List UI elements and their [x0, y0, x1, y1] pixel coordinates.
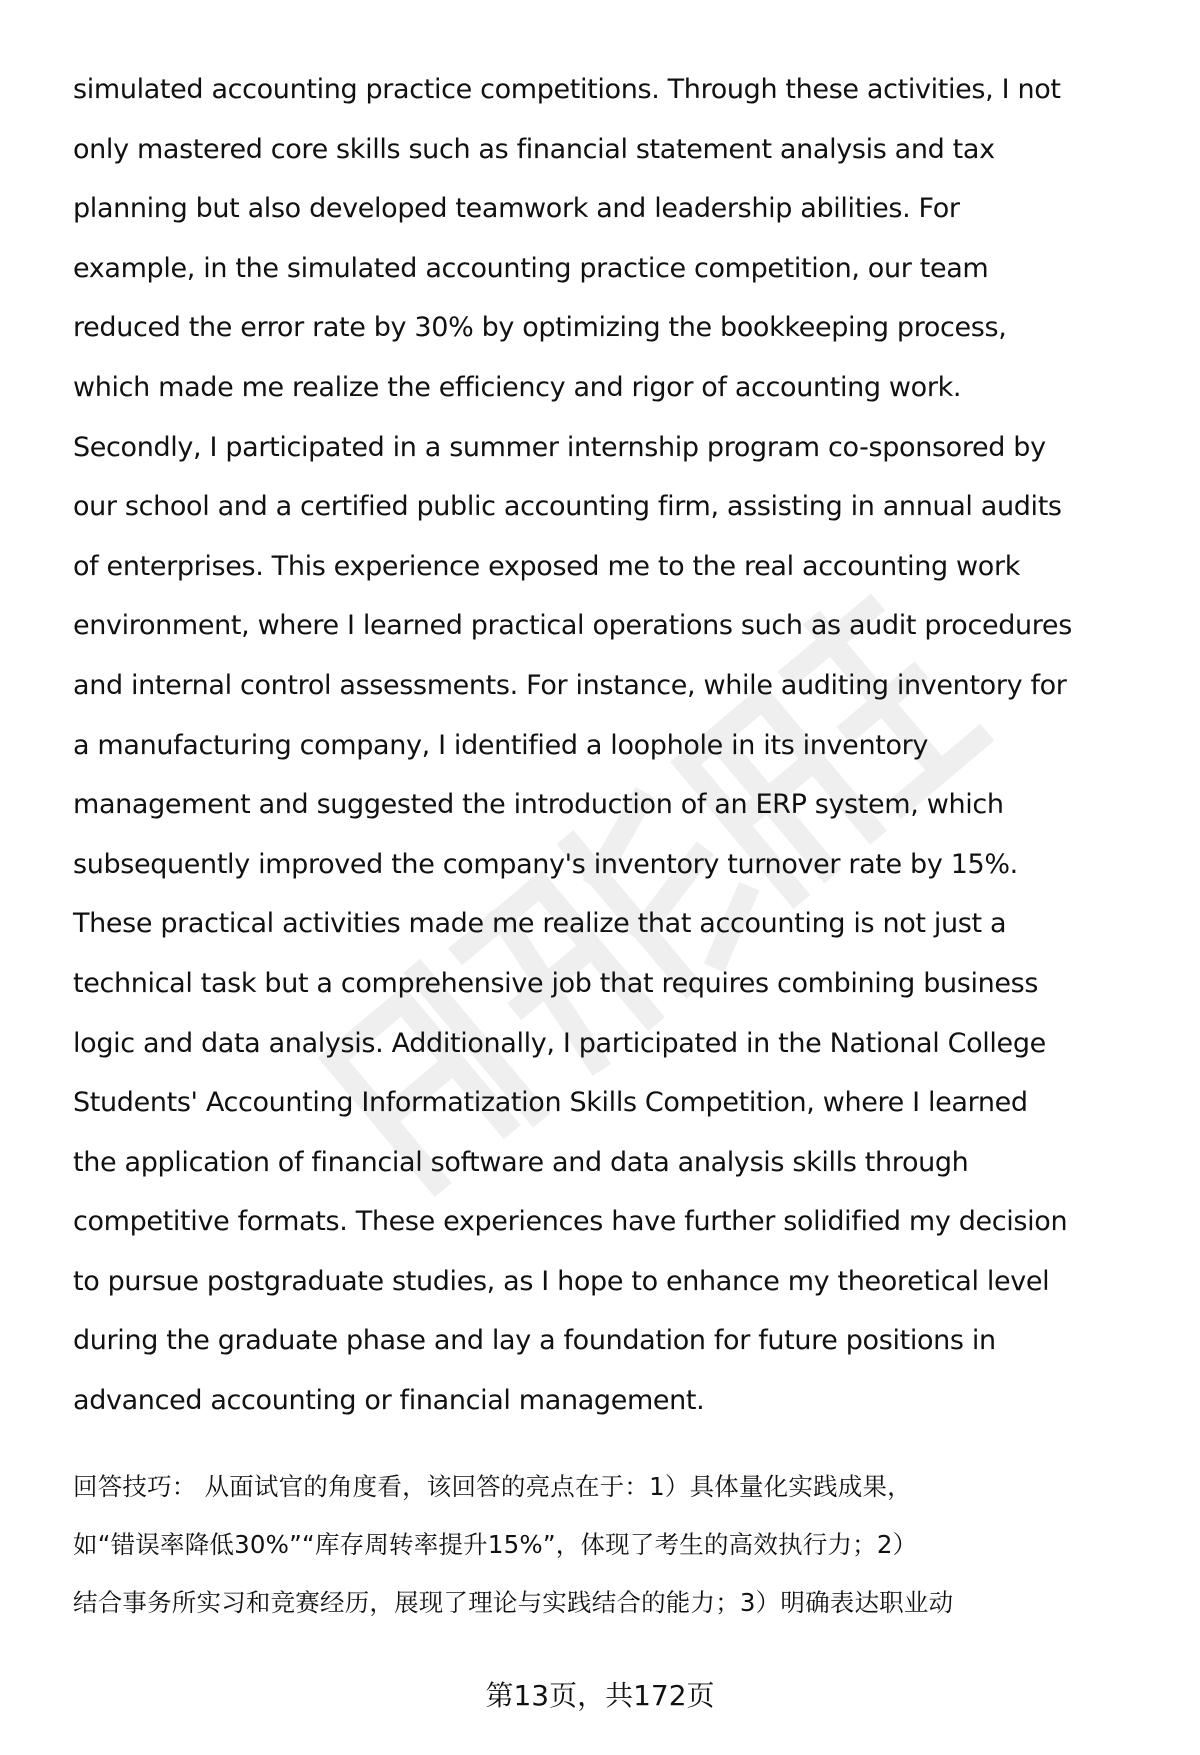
text-line: only mastered core skills such as financial statement analysis and tax	[73, 133, 995, 165]
text-line: which made me realize the efficiency and rigor of accounting work.	[73, 371, 962, 403]
text-line: logic and data analysis. Additionally, I participated in the National College	[73, 1027, 1046, 1059]
text-line: of enterprises. This experience exposed me to the real accounting work	[73, 550, 1020, 582]
text-line: and internal control assessments. For instance, while auditing inventory for	[73, 669, 1067, 701]
answer-tip-paragraph	[73, 1458, 1163, 1632]
text-line: management and suggested the introduction of an ERP system, which	[73, 789, 1004, 821]
text-line: Secondly, I participated in a summer internship program co-sponsored by	[73, 431, 1046, 463]
text-line: the application of financial software and data analysis skills through	[73, 1146, 969, 1178]
answer-tip-line: 如“错误率降低30%”“库存周转率提升15%”，体现了考生的高效执行力；2）	[73, 1530, 918, 1559]
text-line: example, in the simulated accounting practice competition, our team	[73, 252, 989, 284]
text-line: planning but also developed teamwork and leadership abilities. For	[73, 193, 960, 225]
text-line: Students' Accounting Informatization Skills Competition, where I learned	[73, 1087, 1028, 1119]
text-line: to pursue postgraduate studies, as I hope to enhance my theoretical level	[73, 1265, 1050, 1297]
text-line: These practical activities made me realize that accounting is not just a	[73, 908, 1007, 940]
answer-tip-line: 结合事务所实习和竞赛经历，展现了理论与实践结合的能力；3）明确表达职业动	[73, 1588, 954, 1617]
text-line: competitive formats. These experiences have further solidified my decision	[73, 1206, 1068, 1238]
page-indicator: 第13页，共172页	[485, 1679, 715, 1712]
text-line: subsequently improved the company's inventory turnover rate by 15%.	[73, 848, 1018, 880]
text-line: simulated accounting practice competitions. Through these activities, I not	[73, 74, 1061, 105]
text-line: during the graduate phase and lay a foundation for future positions in	[73, 1325, 996, 1357]
text-line: a manufacturing company, I identified a loophole in its inventory	[73, 729, 928, 761]
text-line: reduced the error rate by 30% by optimizing the bookkeeping process,	[73, 312, 1007, 344]
text-line: environment, where I learned practical operations such as audit procedures	[73, 610, 1072, 642]
body-paragraph	[73, 60, 1163, 1431]
text-line: advanced accounting or financial management.	[73, 1385, 705, 1417]
text-line: our school and a certified public accounting firm, assisting in annual audits	[73, 491, 1062, 523]
text-line: technical task but a comprehensive job that requires combining business	[73, 967, 1039, 999]
answer-tip-line: 回答技巧： 从面试官的角度看，该回答的亮点在于：1）具体量化实践成果，	[73, 1472, 912, 1501]
